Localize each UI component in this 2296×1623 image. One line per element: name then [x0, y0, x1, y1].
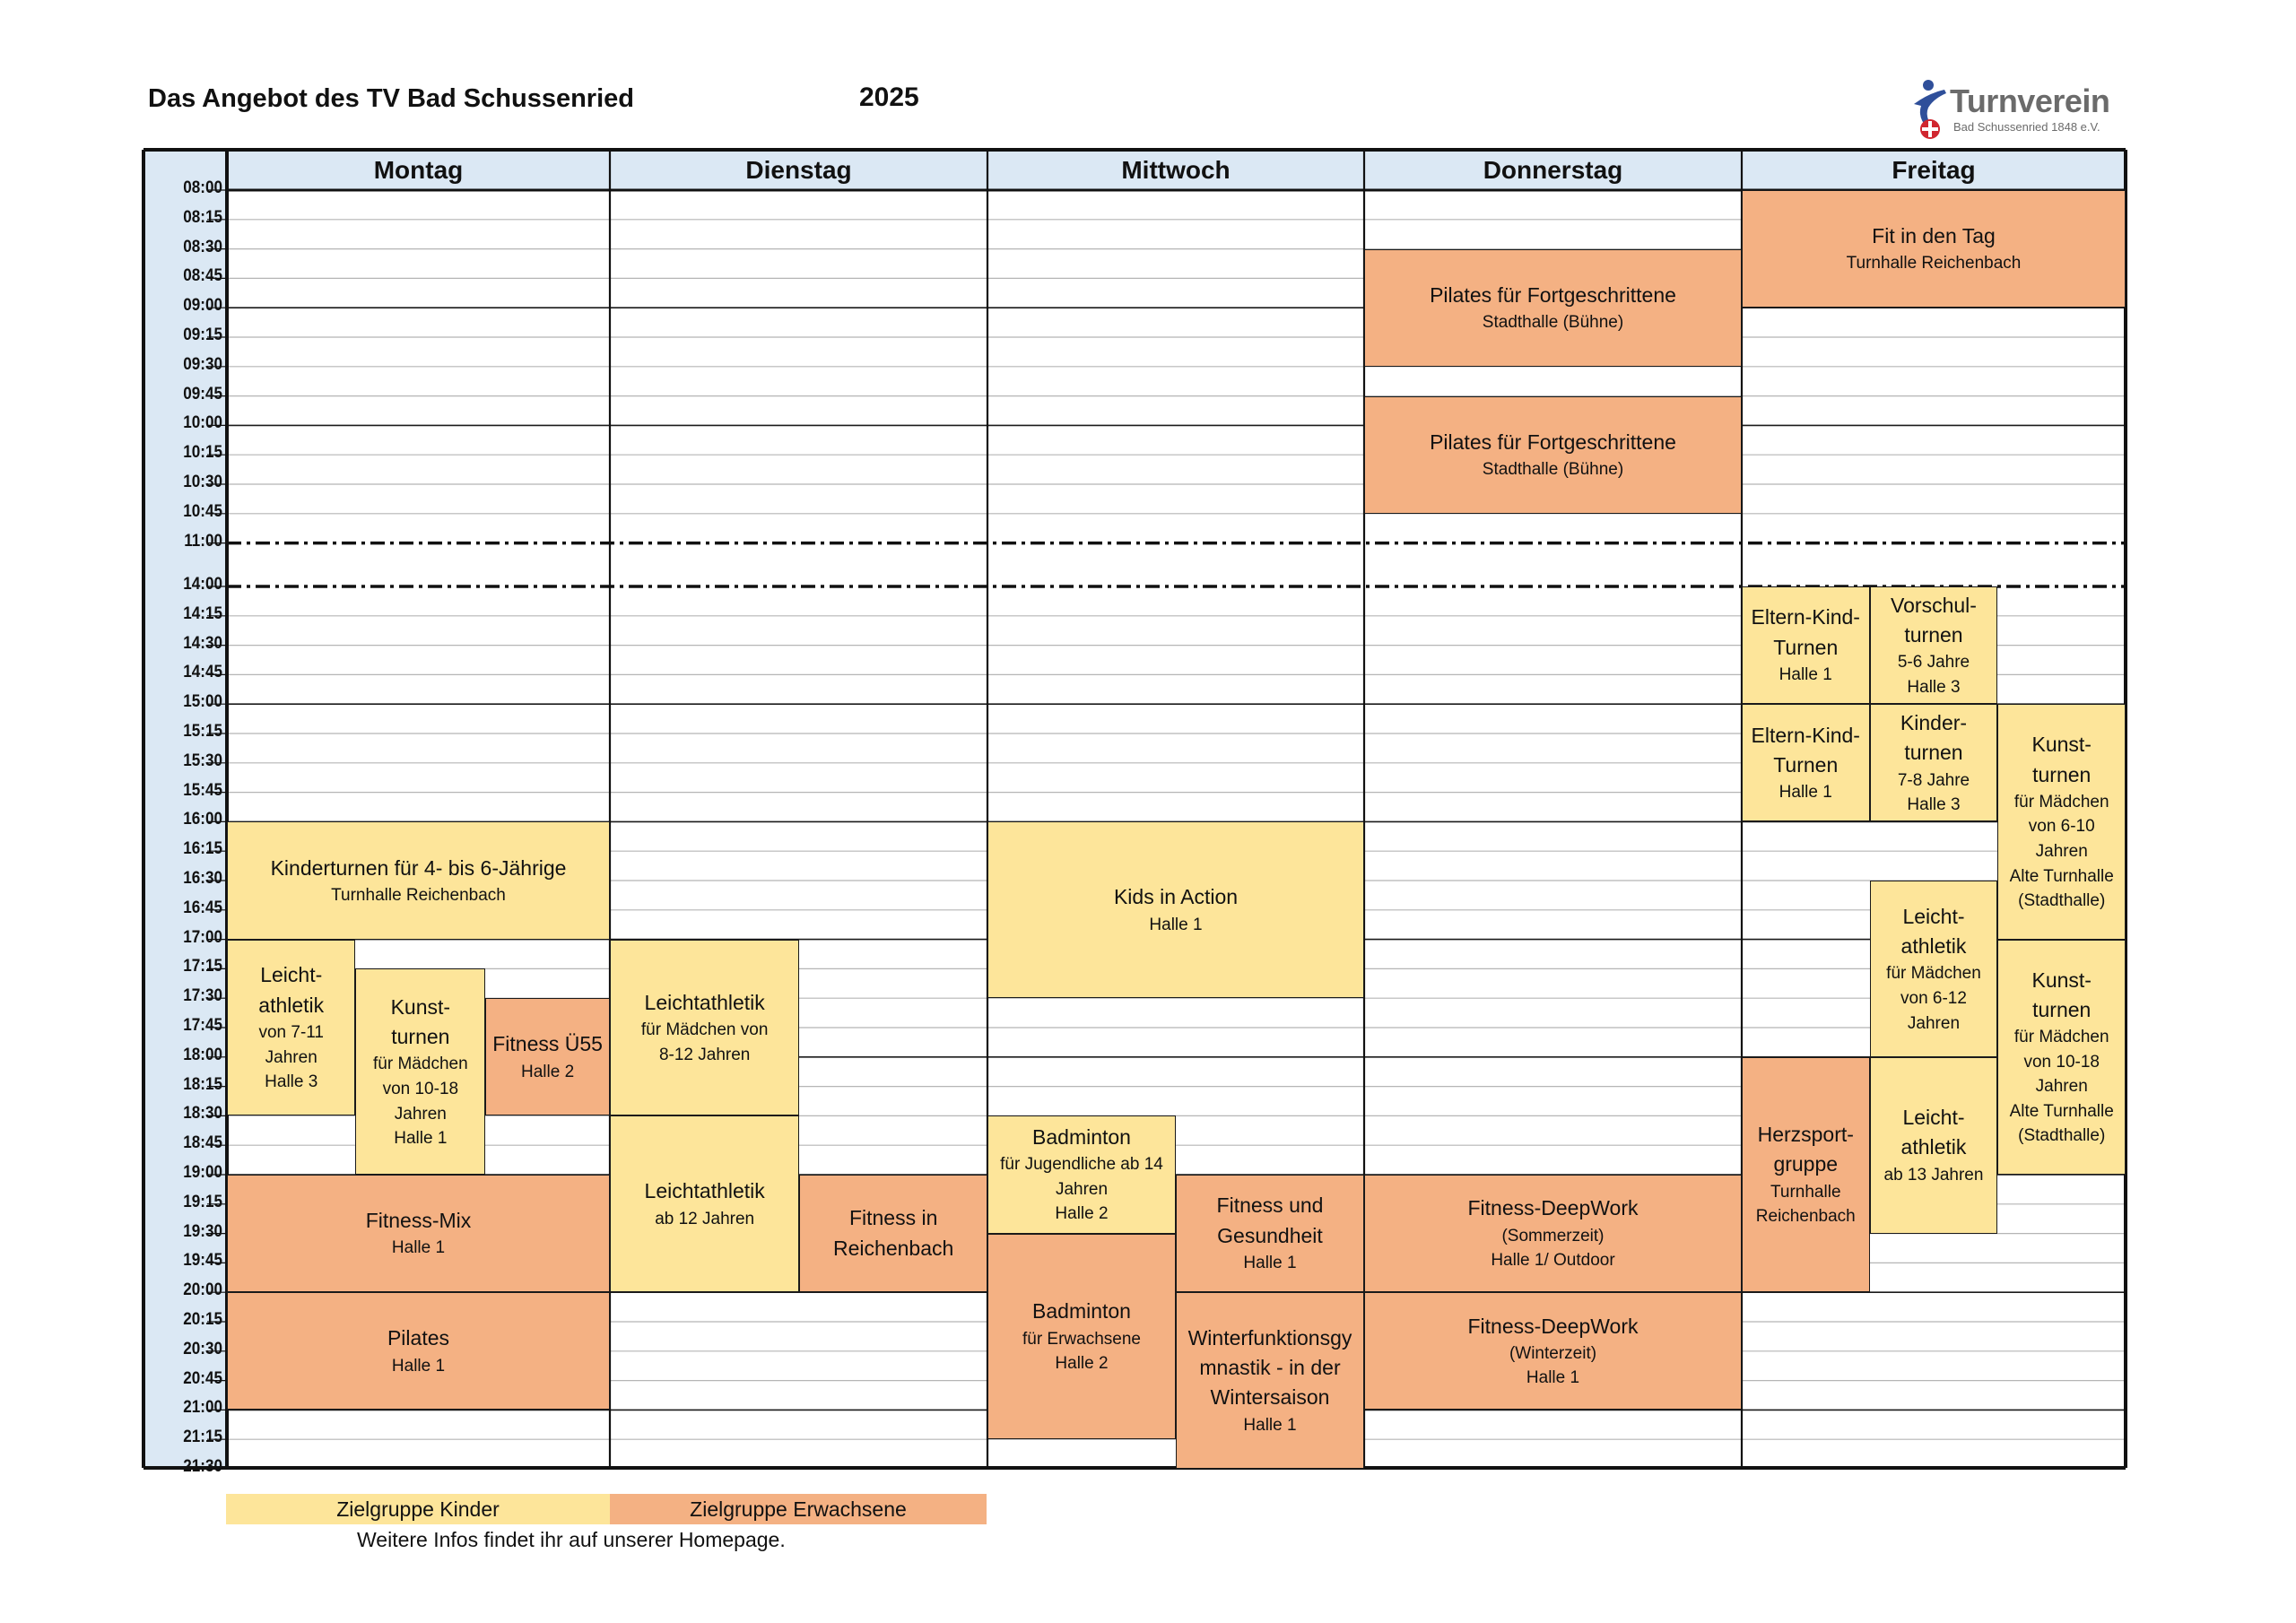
- event-detail: für Erwachsene: [1022, 1329, 1141, 1349]
- event-block: [1997, 704, 2126, 939]
- event-title: Leichtathletik: [644, 990, 765, 1014]
- time-label: 10:00: [183, 413, 222, 433]
- event-detail: Alte Turnhalle: [2009, 866, 2114, 886]
- event-block: [610, 940, 799, 1116]
- time-label: 09:15: [183, 325, 222, 344]
- event-block: [799, 1175, 987, 1292]
- event-detail: Halle 2: [1055, 1354, 1109, 1374]
- event-title: turnen: [1904, 741, 1963, 765]
- event-detail: ab 13 Jahren: [1883, 1165, 1984, 1185]
- time-label: 18:00: [183, 1045, 222, 1064]
- event-title: Kinder-: [1900, 710, 1968, 734]
- page-title: Das Angebot des TV Bad Schussenried: [148, 84, 634, 113]
- event-detail: Halle 1: [1779, 665, 1832, 685]
- event-block: [355, 968, 485, 1175]
- event-detail: von 6-12: [1900, 988, 1967, 1008]
- time-label: 20:00: [183, 1280, 222, 1300]
- event-detail: Halle 3: [1907, 677, 1961, 697]
- event-title: turnen: [391, 1025, 450, 1049]
- event-detail: Jahren: [1055, 1179, 1109, 1199]
- event-title: athletik: [258, 993, 325, 1017]
- time-label: 14:30: [183, 633, 222, 653]
- event-detail: Halle 1: [1779, 783, 1832, 803]
- logo-subline: Bad Schussenried 1848 e.V.: [1953, 120, 2100, 134]
- event-title: Kunst-: [2031, 968, 2092, 992]
- time-label: 21:00: [183, 1398, 222, 1418]
- event-title: Leicht-: [1902, 1106, 1965, 1130]
- event-title: Pilates für Fortgeschrittene: [1430, 430, 1676, 454]
- event-detail: Stadthalle (Bühne): [1482, 313, 1624, 333]
- time-label: 17:45: [183, 1016, 222, 1035]
- event-detail: Halle 1: [1149, 915, 1203, 934]
- time-label: 10:45: [183, 501, 222, 521]
- time-label: 15:00: [183, 692, 222, 712]
- event-block: [610, 1115, 799, 1292]
- event-block: [1997, 940, 2126, 1175]
- day-header-montag: Montag: [373, 156, 464, 184]
- time-label: 20:15: [183, 1310, 222, 1329]
- time-label: 08:45: [183, 266, 222, 286]
- time-label: 09:30: [183, 354, 222, 374]
- event-block: [987, 821, 1364, 998]
- event-detail: Turnhalle Reichenbach: [1846, 254, 2022, 273]
- time-label: 17:30: [183, 986, 222, 1006]
- event-title: Badminton: [1032, 1124, 1131, 1149]
- event-title: Pilates für Fortgeschrittene: [1430, 282, 1676, 307]
- event-detail: von 6-10: [2028, 817, 2095, 837]
- event-title: Herzsport-: [1757, 1123, 1854, 1147]
- event-title: gruppe: [1773, 1152, 1839, 1176]
- event-detail: Jahren: [2035, 1077, 2088, 1097]
- event-block: [1364, 249, 1742, 367]
- event-title: Fitness in: [848, 1206, 938, 1230]
- time-label: 16:15: [183, 839, 222, 859]
- event-title: Reichenbach: [833, 1236, 954, 1260]
- event-title: Fit in den Tag: [1872, 224, 1996, 248]
- event-block: [1870, 881, 1998, 1057]
- event-title: Kinderturnen für 4- bis 6-Jährige: [270, 855, 567, 880]
- event-block: [1176, 1292, 1364, 1469]
- event-detail: von 10-18: [2023, 1052, 2100, 1072]
- event-title: Kunst-: [390, 994, 451, 1019]
- event-title: athletik: [1900, 934, 1967, 959]
- event-title: Kunst-: [2031, 733, 2092, 757]
- time-label: 11:00: [184, 531, 222, 551]
- event-block: [987, 1115, 1176, 1233]
- event-title: turnen: [1904, 623, 1963, 647]
- time-label: 21:30: [183, 1457, 222, 1476]
- time-label: 14:45: [183, 663, 222, 682]
- event-detail: 7-8 Jahre: [1897, 770, 1970, 790]
- event-block: [1870, 586, 1998, 704]
- event-block: [1742, 586, 1870, 704]
- time-label: 14:00: [183, 575, 222, 594]
- event-block: [1364, 1292, 1742, 1410]
- event-title: Vorschul-: [1891, 593, 1977, 617]
- event-title: Fitness und: [1216, 1193, 1324, 1218]
- time-label: 10:30: [183, 473, 222, 491]
- event-block: [485, 998, 610, 1115]
- event-title: athletik: [1900, 1135, 1967, 1159]
- event-title: Fitness-DeepWork: [1467, 1196, 1639, 1220]
- event-detail: Halle 1: [1526, 1368, 1580, 1388]
- time-label: 20:30: [183, 1339, 222, 1358]
- legend-kids: Zielgruppe Kinder: [226, 1494, 610, 1524]
- event-detail: von 10-18: [382, 1079, 459, 1098]
- event-detail: Reichenbach: [1755, 1207, 1856, 1227]
- event-title: Pilates: [387, 1326, 450, 1350]
- event-detail: Halle 1: [391, 1356, 446, 1376]
- event-detail: Halle 3: [265, 1072, 318, 1092]
- time-label: 10:15: [183, 443, 222, 463]
- event-detail: für Mädchen: [2013, 792, 2109, 812]
- event-detail: Stadthalle (Bühne): [1482, 460, 1624, 480]
- event-block: [1176, 1175, 1364, 1292]
- event-detail: ab 12 Jahren: [655, 1209, 755, 1228]
- event-detail: für Mädchen: [2013, 1028, 2109, 1047]
- time-label: 17:15: [183, 957, 222, 976]
- time-label: 15:30: [183, 751, 222, 770]
- time-label: 09:45: [183, 384, 222, 404]
- event-detail: Halle 2: [521, 1062, 575, 1081]
- logo-wordmark: Turnverein: [1950, 82, 2110, 119]
- time-label: 15:15: [183, 722, 222, 741]
- time-label: 16:30: [183, 869, 222, 888]
- event-detail: Halle 1: [1243, 1254, 1297, 1273]
- event-title: Winterfunktionsgy: [1187, 1325, 1352, 1350]
- event-block: [1364, 1175, 1742, 1292]
- event-detail: Jahren: [1907, 1013, 1961, 1033]
- event-title: mnastik - in der: [1199, 1356, 1341, 1380]
- event-title: Leicht-: [260, 963, 323, 987]
- event-detail: Halle 3: [1907, 795, 1961, 815]
- event-title: Turnen: [1773, 753, 1839, 777]
- event-title: Turnen: [1773, 635, 1839, 659]
- event-detail: von 7-11: [258, 1023, 324, 1043]
- event-title: Badminton: [1032, 1299, 1131, 1324]
- time-label: 17:00: [183, 927, 222, 947]
- event-title: Leicht-: [1902, 904, 1965, 928]
- event-block: [227, 821, 610, 939]
- event-block: [227, 1292, 610, 1410]
- event-detail: Turnhalle Reichenbach: [331, 885, 506, 905]
- event-title: Eltern-Kind-: [1751, 605, 1860, 629]
- time-label: 16:45: [183, 898, 222, 917]
- event-block: [1742, 190, 2126, 308]
- day-header-mittwoch: Mittwoch: [1121, 156, 1231, 184]
- event-title: Gesundheit: [1217, 1223, 1323, 1247]
- event-block: [1870, 704, 1998, 821]
- event-detail: Halle 1: [1243, 1415, 1297, 1435]
- year-label: 2025: [859, 82, 919, 112]
- time-column: [144, 150, 227, 1468]
- event-detail: Turnhalle: [1770, 1182, 1841, 1202]
- event-detail: Halle 1: [394, 1129, 448, 1149]
- event-detail: Halle 1/ Outdoor: [1491, 1251, 1615, 1271]
- time-label: 19:45: [183, 1251, 222, 1271]
- event-block: [1870, 1057, 1998, 1234]
- time-label: 19:15: [183, 1192, 222, 1211]
- time-label: 08:15: [183, 207, 222, 227]
- event-detail: (Sommerzeit): [1501, 1226, 1605, 1245]
- event-detail: (Winterzeit): [1509, 1343, 1597, 1363]
- time-label: 18:45: [183, 1133, 222, 1153]
- event-title: Fitness-Mix: [365, 1209, 472, 1233]
- event-detail: 5-6 Jahre: [1897, 653, 1970, 673]
- time-label: 16:00: [183, 810, 222, 829]
- time-label: 18:30: [183, 1104, 222, 1124]
- event-detail: 8-12 Jahren: [658, 1045, 751, 1064]
- event-detail: für Mädchen: [373, 1055, 468, 1074]
- time-label: 21:15: [183, 1428, 222, 1447]
- event-title: Kids in Action: [1113, 885, 1239, 909]
- event-block: [1742, 704, 1870, 821]
- event-detail: für Mädchen: [1886, 964, 1981, 984]
- event-block: [227, 1175, 610, 1292]
- time-label: 19:30: [183, 1221, 222, 1241]
- event-detail: Jahren: [265, 1047, 317, 1067]
- time-label: 18:15: [183, 1074, 222, 1094]
- event-detail: Jahren: [2035, 841, 2088, 861]
- event-title: Wintersaison: [1210, 1385, 1330, 1410]
- time-label: 19:00: [183, 1163, 222, 1182]
- event-title: Fitness Ü55: [492, 1032, 603, 1056]
- time-label: 08:00: [183, 178, 222, 197]
- event-detail: (Stadthalle): [2018, 891, 2106, 911]
- event-block: [987, 1234, 1176, 1440]
- event-title: Leichtathletik: [644, 1179, 765, 1203]
- time-label: 15:45: [183, 780, 222, 800]
- event-detail: für Jugendliche ab 14: [1000, 1155, 1163, 1175]
- event-block: [1364, 396, 1742, 514]
- time-label: 08:30: [183, 237, 222, 256]
- time-label: 09:00: [183, 296, 222, 316]
- event-title: turnen: [2032, 997, 2092, 1021]
- event-detail: Alte Turnhalle: [2009, 1101, 2114, 1121]
- legend-adults: Zielgruppe Erwachsene: [610, 1494, 987, 1524]
- footnote: Weitere Infos findet ihr auf unserer Homepage.: [357, 1528, 786, 1551]
- event-detail: Jahren: [394, 1104, 447, 1124]
- event-title: turnen: [2032, 762, 2092, 786]
- event-detail: für Mädchen von: [640, 1020, 769, 1040]
- time-label: 20:45: [183, 1368, 222, 1388]
- event-detail: Halle 2: [1055, 1204, 1109, 1224]
- event-block: [1742, 1057, 1870, 1292]
- day-header-dienstag: Dienstag: [745, 156, 852, 184]
- event-title: Eltern-Kind-: [1751, 723, 1860, 747]
- day-header-freitag: Freitag: [1892, 156, 1976, 184]
- event-title: Fitness-DeepWork: [1467, 1314, 1639, 1338]
- event-detail: (Stadthalle): [2018, 1126, 2106, 1146]
- day-header-donnerstag: Donnerstag: [1483, 156, 1623, 184]
- time-label: 14:15: [183, 603, 222, 623]
- event-block: [227, 940, 355, 1116]
- event-detail: Halle 1: [391, 1238, 446, 1258]
